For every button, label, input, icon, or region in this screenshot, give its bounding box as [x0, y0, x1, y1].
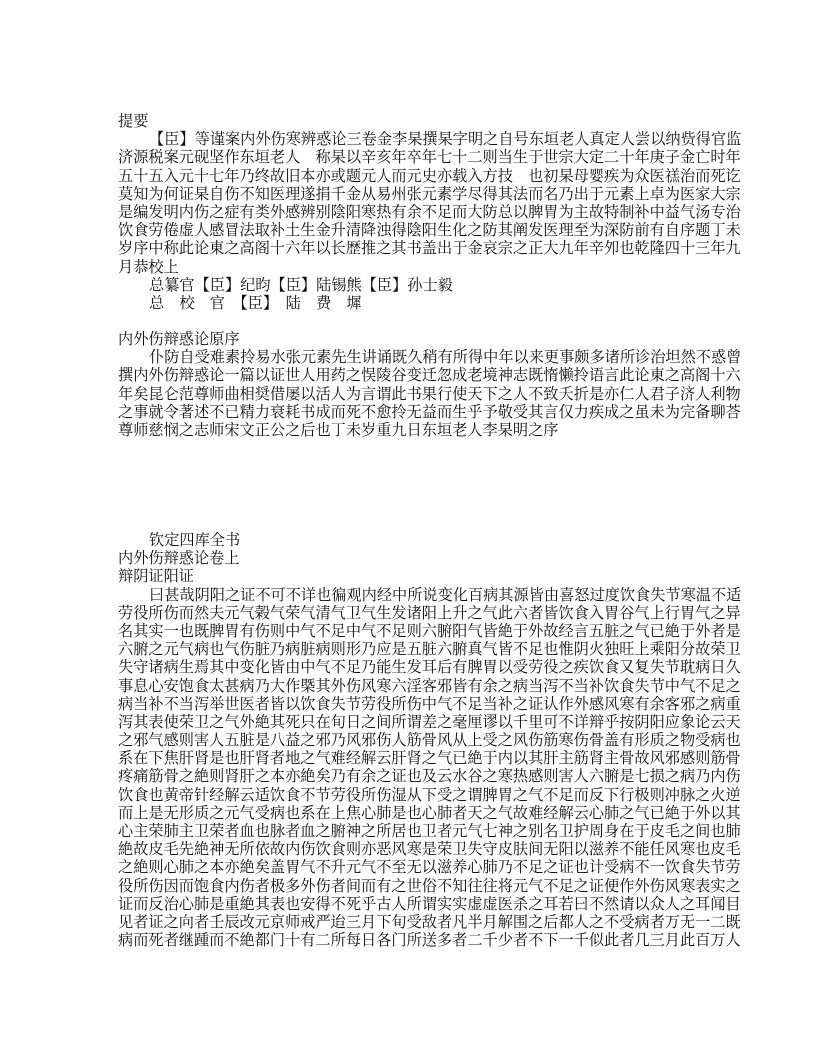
- text-line: 是编发明内伤之症有类外感辨别陰阳寒热有余不足而大防总以脾胃为主故特制补中益气汤专治: [118, 202, 741, 221]
- text-line: 六腑之元气病也气伤脏乃病脏病则形乃应是五脏六腑真气皆不足也惟阴火独旺上乘阳分故荣卫: [118, 640, 741, 659]
- text-line: 莫知为何证杲自伤不知医理遂捐千金从易州张元素学尽得其法而名乃出于元素上卓为医家大宗: [118, 184, 741, 203]
- volume-section: [118, 531, 742, 950]
- summary-section: [118, 112, 742, 312]
- text-line: 系在下焦肝肾是也肝肾者地之气难经解云肝肾之气已絶于内以其肝主筋肾主骨故风邪感则筋骨: [118, 749, 741, 768]
- summary-heading: 提要: [118, 112, 149, 130]
- proofreader-line: 总 校 官 【臣】 陆 费 墀: [149, 293, 362, 312]
- text-line: 饮食劳倦虚人感冒法取补土生金升清降浊得陰阳生化之防其阐发医理至为深防前有自序题丁未: [118, 221, 741, 240]
- summary-paragraph: [118, 130, 742, 276]
- text-line: 名其实一也既脾胃有伤则中气不足中气不足则六腑阳气皆絶于外故经言五脏之气已絶于外者是: [118, 621, 741, 640]
- text-line: 仆防自受难素拎易水张元素先生讲诵既久稍有所得中年以来更事颇多诸所诊治坦然不惑曾: [149, 348, 742, 367]
- text-line: 济源税案元砚坚作东垣老人 称杲以辛亥年卒年七十二则当生于世宗大定二十年庚子金亡时年: [118, 148, 741, 167]
- text-line: 之邪气感则害人五脏是八益之邪乃风邪伤人筋骨风从上受之风伤筋寒伤骨盖有形质之物受病也: [118, 731, 741, 750]
- text-line: 劳役所伤而然夫元气榖气荣气清气卫气生发诸阳上升之气此六者皆饮食入胃谷气上行胃气之异: [118, 603, 741, 622]
- text-line: 岁序中称此论東之高阁十六年以长歴推之其书盖出于金哀宗之正大九年辛夘也乾隆四十三年九: [118, 239, 741, 258]
- book-title: 内外伤辩惑论卷上: [118, 549, 240, 568]
- text-line: 之絶则心肺之本亦絶矣盖胃气不升元气不至无以滋养心肺乃不足之证也计受病不一饮食失节劳: [118, 858, 741, 877]
- text-line: 而上是无形质之元气受病也系在上焦心肺是也心肺者天之气故难经解云心肺之气已絶于外以其: [118, 803, 741, 822]
- text-line: 见者证之向者壬辰改元京师戒严迨三月下旬受敌者凡半月解围之后都人之不受病者万无一二既: [118, 912, 741, 931]
- text-line: 心主荣肺主卫荣者血也脉者血之腑神之所居也卫者元气七神之别名卫护周身在于皮毛之间也肺: [118, 822, 741, 840]
- text-line: 泻其表使荣卫之气外絶其死只在旬日之间所谓差之毫厘谬以千里可不详辩乎按阴阳应象论云天: [118, 712, 741, 731]
- section-title: 辩阴证阳证: [118, 567, 194, 586]
- text-line: 事息心安饱食太甚病乃大作槩其外伤风寒六淫客邪皆有余之病当泻不当补饮食失节中气不足之: [118, 676, 741, 695]
- text-line: 年矣昆仑范尊师曲相奨借屡以活人为言谓此书果行使天下之人不致夭折是亦仁人君子济人利物: [118, 384, 741, 403]
- text-line: 【臣】等谨案内外伤寒辨惑论三卷金李杲撰杲字明之自号东垣老人真定人尝以纳赀得官监: [149, 130, 742, 149]
- text-line: 饮食也黄帝针经解云适饮食不节劳役所伤湿从下受之谓脾胃之气不足而反下行极则冲脉之火逆: [118, 785, 741, 804]
- text-line: 病当补不当泻举世医者皆以饮食失节劳役所伤中气不足当补之证认作外感风寒有余客邪之病重: [118, 694, 741, 713]
- preface-section: [118, 330, 742, 439]
- preface-heading: 内外伤辩惑论原序: [118, 330, 240, 348]
- compilers-line: 总纂官【臣】纪昀【臣】陆锡熊【臣】孙士毅: [149, 275, 453, 294]
- text-line: 月恭校上: [118, 257, 179, 276]
- text-line: 曰甚哉阴阳之证不可不详也徧观内经中所说变化百病其源皆由喜怒过度饮食失节寒温不适: [149, 585, 742, 604]
- text-line: 失守诸病生焉其中变化皆由中气不足乃能生发耳后有脾胃以受劳役之疾饮食又复失节耽病日久: [118, 658, 741, 677]
- collection-title: 钦定四库全书: [149, 531, 241, 549]
- text-line: 五十五入元十七年乃终故旧本亦或题元人而元史亦载入方技 也初杲母婴疾为众医禚治而死讫: [118, 166, 741, 185]
- text-line: 病而死者继踵而不絶都门十有二所每日各门所送多者二千少者不下一千似此者几三月此百万人: [118, 931, 741, 950]
- text-line: 絶故皮毛先絶神无所依故内伤饮食则亦恶风寒是荣卫失守皮肤间无阳以滋养不能任风寒也皮毛: [118, 840, 741, 859]
- text-line: 役所伤因而饱食内伤者极多外伤者间而有之世俗不知往往将元气不足之证便作外伤风寒表实之: [118, 876, 741, 895]
- text-line: 尊师慈悯之志师宋文正公之后也丁未岁重九日东垣老人李杲明之序: [118, 420, 559, 439]
- preface-paragraph: [118, 348, 742, 439]
- body-paragraph: [118, 585, 742, 950]
- text-line: 之事就令著述不已精力衰耗书成而死不愈拎无益而生乎予敬受其言仅力疾成之虽未为完备聊荅: [118, 402, 741, 421]
- text-line: 疼痛筋骨之絶则肾肝之本亦絶矣乃有余之证也及云水谷之寒热感则害人六腑是七损之病乃内伤: [118, 767, 741, 786]
- text-line: 撰内外伤辩惑论一篇以证世人用药之悮陵谷变迁忽成老境神志既惰懒拎语言此论東之高阁十六: [118, 366, 741, 385]
- text-line: 证而反治心肺是重絶其表也安得不死乎古人所谓实实虚虚医杀之耳若曰不然请以众人之耳闻目: [118, 894, 741, 913]
